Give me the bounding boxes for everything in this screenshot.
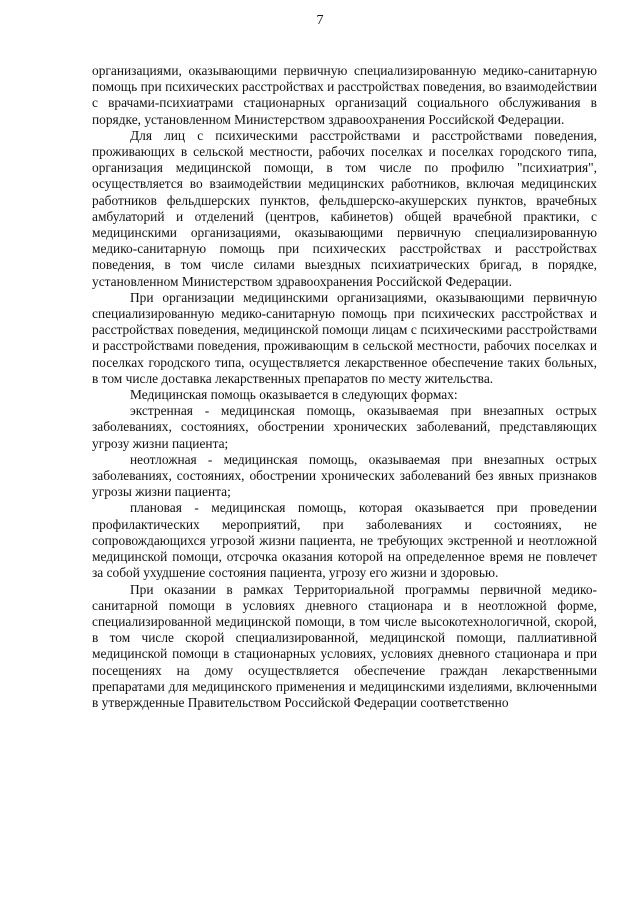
paragraph-6: неотложная - медицинская помощь, оказываемая при внезапных острых заболеваниях, состояниях, обострении хронических заболеваний без явных признаков угрозы жизни пациента;: [92, 451, 597, 500]
paragraph-3: При организации медицинскими организациями, оказывающими первичную специализированную медико-санитарную помощь при психических расстройствах и расстройствах поведения, медицинской помощи лицам с психическими расстройствами и расстройствами поведения, проживающим в сельской местности, рабочих поселках и поселках городского типа, осуществляется лекарственное обеспечение таких больных, в том числе доставка лекарственных препаратов по месту жительства.: [92, 289, 597, 386]
paragraph-1: организациями, оказывающими первичную специализированную медико-санитарную помощь при психических расстройствах и расстройствах поведения, во взаимодействии с врачами-психиатрами стационарных организаций социального обслуживания в порядке, установленном Министерством здравоохранения Российской Федерации.: [92, 63, 597, 127]
paragraph-4: Медицинская помощь оказывается в следующих формах:: [130, 387, 458, 403]
document-body: [92, 63, 597, 711]
paragraph-5: экстренная - медицинская помощь, оказываемая при внезапных острых заболеваниях, состояниях, обострении хронических заболеваний, представляющих угрозу жизни пациента;: [92, 403, 597, 451]
paragraph-7: плановая - медицинская помощь, которая оказывается при проведении профилактических мероприятий, при заболеваниях и состояниях, не сопровождающихся угрозой жизни пациента, не требующих экстренной и неотложной медицинской помощи, отсрочка оказания которой на определенное время не повлечет за собой ухудшение состояния пациента, угрозу его жизни и здоровью.: [92, 500, 597, 581]
paragraph-2: Для лиц с психическими расстройствами и расстройствами поведения, проживающих в сельской местности, рабочих поселках и поселках городского типа, организация медицинской помощи, в том числе по профилю "психиатрия", осуществляется во взаимодействии медицинских работников, включая медицинских работников фельдшерских пунктов, фельдшерско-акушерских пунктов, врачебных амбулаторий и отделений (центров, кабинетов) общей врачебной практики, с медицинскими организациями, оказывающими первичную специализированную медико-санитарную помощь при психических расстройствах и расстройствах поведения, в том числе силами выездных психиатрических бригад, в порядке, установленном Министерством здравоохранения Российской Федерации.: [92, 127, 597, 289]
page-number: 7: [316, 13, 324, 28]
paragraph-8: При оказании в рамках Территориальной программы первичной медико-санитарной помощи в условиях дневного стационара и в неотложной форме, специализированной медицинской помощи, в том числе высокотехнологичной, скорой, в том числе скорой специализированной, медицинской помощи, паллиативной медицинской помощи в стационарных условиях, условиях дневного стационара и при посещениях на дому осуществляется обеспечение граждан лекарственными препаратами для медицинского применения и медицинскими изделиями, включенными в утвержденные Правительством Российской Федерации соответственно: [92, 581, 597, 710]
